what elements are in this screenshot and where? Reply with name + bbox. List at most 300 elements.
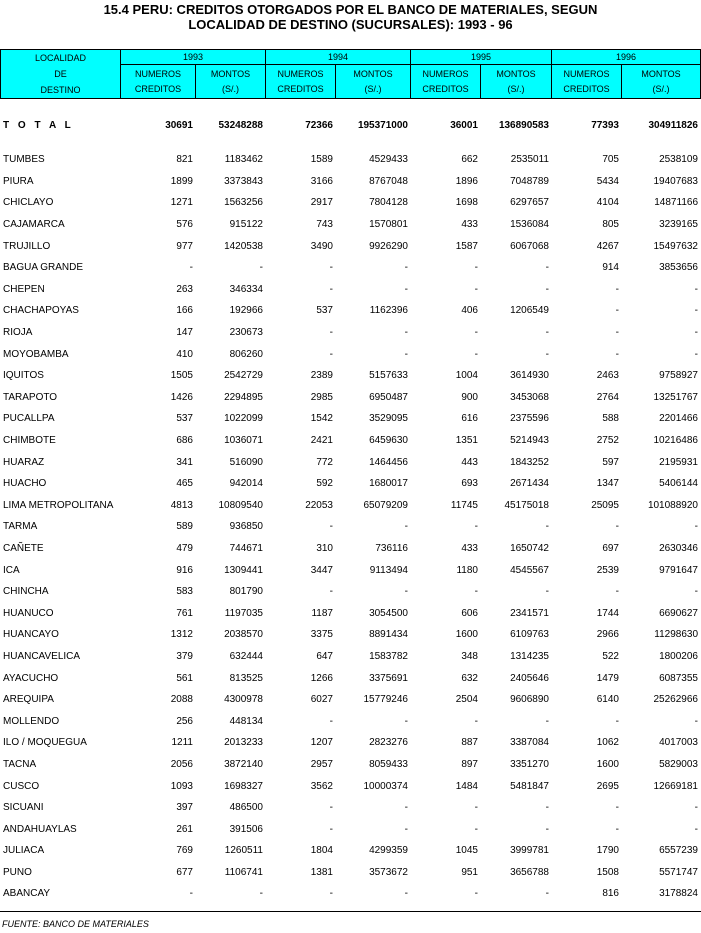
table-cell: 2538109: [659, 154, 698, 166]
table-cell: 341: [176, 456, 193, 468]
table-cell: -: [404, 715, 408, 727]
table-cell: 516090: [229, 456, 263, 468]
table-cell: 1206549: [510, 305, 549, 317]
table-cell: 410: [176, 348, 193, 360]
table-cell: -: [404, 802, 408, 814]
table-cell: 1744: [596, 607, 619, 619]
table-cell: 813525: [229, 672, 263, 684]
table-cell: -: [329, 348, 333, 360]
table-cell: 2917: [310, 197, 333, 209]
table-cell: 632: [461, 672, 478, 684]
table-cell: 9926290: [369, 240, 408, 252]
table-cell: 65079209: [363, 499, 408, 511]
table-cell: -: [474, 823, 478, 835]
table-cell: 2405646: [510, 672, 549, 684]
total-value: 53248288: [218, 119, 263, 131]
table-cell: 743: [316, 219, 333, 231]
header-montos-line-1: MONTOS: [641, 68, 681, 79]
table-cell: 348: [461, 650, 478, 662]
table-cell: -: [615, 305, 619, 317]
table-cell: 744671: [229, 542, 263, 554]
table-cell: 697: [602, 542, 619, 554]
locality-name: AYACUCHO: [3, 672, 59, 684]
table-row: [0, 192, 700, 214]
table-cell: 379: [176, 650, 193, 662]
table-cell: 1271: [170, 197, 193, 209]
locality-name: HUANCAVELICA: [3, 650, 81, 662]
table-cell: 1004: [455, 370, 478, 382]
table-cell: 15779246: [363, 694, 408, 706]
table-row: [0, 602, 700, 624]
title-line-2: LOCALIDAD DE DESTINO (SUCURSALES): 1993 - 96: [188, 17, 513, 32]
table-cell: 914: [602, 262, 619, 274]
table-cell: -: [259, 888, 263, 900]
table-cell: -: [404, 586, 408, 598]
table-cell: 1587: [455, 240, 478, 252]
table-cell: 616: [461, 413, 478, 425]
table-cell: 9113494: [369, 564, 408, 576]
table-row: [0, 408, 700, 430]
table-cell: 1183462: [224, 154, 263, 166]
table-cell: 2671434: [510, 478, 549, 490]
table-cell: 1187: [311, 607, 333, 619]
table-cell: 3178824: [659, 888, 698, 900]
table-row: [0, 667, 700, 689]
table-cell: 686: [176, 435, 193, 447]
table-cell: 2201466: [659, 413, 698, 425]
locality-name: ANDAHUAYLAS: [3, 823, 77, 835]
locality-name: TARAPOTO: [3, 391, 58, 403]
table-cell: 448134: [229, 715, 263, 727]
table-cell: 6557239: [659, 845, 698, 857]
table-cell: 406: [461, 305, 478, 317]
header-loc-line-2: DE: [54, 69, 67, 79]
table-cell: 1536084: [510, 219, 549, 231]
table-cell: 537: [176, 413, 193, 425]
table-cell: 1022099: [224, 413, 263, 425]
table-row: [0, 689, 700, 711]
table-row: [0, 538, 700, 560]
table-cell: 166: [176, 305, 193, 317]
locality-name: CHEPEN: [3, 283, 45, 295]
locality-name: ICA: [3, 564, 20, 576]
table-row: [0, 300, 700, 322]
table-row: [0, 257, 700, 279]
total-row: [0, 115, 700, 135]
table-cell: -: [615, 327, 619, 339]
table-cell: 9606890: [510, 694, 549, 706]
locality-name: LIMA METROPOLITANA: [3, 499, 114, 511]
table-cell: 1260511: [224, 845, 263, 857]
table-cell: -: [329, 715, 333, 727]
table-cell: 7048789: [510, 175, 549, 187]
table-row: [0, 279, 700, 301]
table-cell: 900: [461, 391, 478, 403]
table-row: [0, 818, 700, 840]
total-value: 30691: [165, 119, 193, 131]
table-cell: 1036071: [224, 435, 263, 447]
table-cell: 6459630: [369, 435, 408, 447]
table-cell: 736116: [375, 542, 408, 554]
table-cell: 1464456: [369, 456, 408, 468]
table-cell: -: [694, 823, 698, 835]
table-cell: 2088: [170, 694, 193, 706]
table-cell: 1062: [596, 737, 619, 749]
table-cell: -: [545, 521, 549, 533]
table-cell: -: [474, 586, 478, 598]
table-cell: 2542729: [224, 370, 263, 382]
table-cell: 397: [176, 802, 193, 814]
table-cell: 3054500: [369, 607, 408, 619]
table-cell: 1899: [170, 175, 193, 187]
header-numeros-line-1: NUMEROS: [134, 68, 181, 79]
table-cell: -: [404, 888, 408, 900]
table-row: [0, 775, 700, 797]
table-cell: 3453068: [510, 391, 549, 403]
total-value: 36001: [450, 119, 478, 131]
table-cell: 22053: [305, 499, 333, 511]
table-cell: 1804: [310, 845, 333, 857]
header-loc-line-3: DESTINO: [40, 85, 81, 95]
table-cell: 1698327: [224, 780, 263, 792]
table-cell: -: [329, 262, 333, 274]
header-montos-line-2: (S/.): [507, 83, 525, 94]
header-numeros-creditos: [552, 65, 622, 99]
header-numeros-line-2: CREDITOS: [422, 83, 469, 94]
table-cell: -: [404, 283, 408, 295]
locality-name: HUACHO: [3, 478, 47, 490]
locality-name: CHICLAYO: [3, 197, 54, 209]
data-table: [0, 115, 700, 905]
table-cell: -: [474, 521, 478, 533]
table-cell: -: [694, 327, 698, 339]
total-value: 72366: [305, 119, 333, 131]
table-cell: 3166: [310, 175, 333, 187]
table-cell: 1347: [596, 478, 619, 490]
table-cell: 915122: [229, 219, 263, 231]
table-cell: 346334: [229, 283, 263, 295]
table-cell: 15497632: [653, 240, 698, 252]
table-cell: 5434: [596, 175, 619, 187]
locality-name: SICUANI: [3, 802, 44, 814]
table-cell: 230673: [229, 327, 263, 339]
table-cell: -: [329, 586, 333, 598]
table-cell: 25262966: [653, 694, 698, 706]
header-loc-line-1: LOCALIDAD: [34, 53, 87, 63]
table-cell: 3239165: [659, 219, 698, 231]
table-cell: 486500: [229, 802, 263, 814]
table-cell: 1351: [455, 435, 478, 447]
table-cell: 4017003: [659, 737, 698, 749]
table-cell: 2985: [310, 391, 333, 403]
total-value: 77393: [591, 119, 619, 131]
table-cell: 1420538: [224, 240, 263, 252]
header-montos-line-1: MONTOS: [353, 68, 393, 79]
table-cell: 1106741: [224, 866, 263, 878]
table-cell: 1162396: [369, 305, 408, 317]
table-cell: 1045: [455, 845, 478, 857]
table-row: [0, 473, 700, 495]
table-cell: -: [545, 823, 549, 835]
header-montos-line-2: (S/.): [364, 83, 382, 94]
table-row: [0, 451, 700, 473]
table-row: [0, 732, 700, 754]
table-cell: 951: [461, 866, 478, 878]
locality-name: TUMBES: [3, 154, 45, 166]
table-cell: -: [474, 262, 478, 274]
table-cell: -: [615, 348, 619, 360]
table-cell: -: [404, 521, 408, 533]
locality-name: PUNO: [3, 866, 32, 878]
total-label: T O T A L: [3, 119, 74, 131]
table-cell: 2421: [310, 435, 333, 447]
table-row: [0, 754, 700, 776]
table-cell: 1211: [171, 737, 193, 749]
table-cell: -: [615, 823, 619, 835]
table-cell: 5481847: [510, 780, 549, 792]
table-cell: 3387084: [510, 737, 549, 749]
header-year-1994: 1994: [266, 50, 411, 65]
table-cell: -: [474, 348, 478, 360]
locality-name: HUANCAYO: [3, 629, 59, 641]
table-cell: 1426: [170, 391, 193, 403]
locality-name: TARMA: [3, 521, 38, 533]
table-cell: 2341571: [510, 607, 549, 619]
table-cell: 647: [316, 650, 333, 662]
locality-name: CAJAMARCA: [3, 219, 65, 231]
source-note: FUENTE: BANCO DE MATERIALES: [2, 919, 149, 929]
locality-name: CUSCO: [3, 780, 40, 792]
table-cell: 1505: [170, 370, 193, 382]
table-cell: 391506: [229, 823, 263, 835]
table-cell: 1680017: [369, 478, 408, 490]
table-cell: 261: [176, 823, 193, 835]
header-numeros-line-1: NUMEROS: [277, 68, 324, 79]
table-cell: 3573672: [369, 866, 408, 878]
table-cell: 2013233: [224, 737, 263, 749]
table-cell: 576: [176, 219, 193, 231]
header-year-1993: 1993: [121, 50, 266, 65]
table-cell: 433: [461, 219, 478, 231]
locality-name: AREQUIPA: [3, 694, 54, 706]
column-header: [0, 49, 701, 99]
table-row: [0, 646, 700, 668]
table-cell: 3490: [310, 240, 333, 252]
table-cell: 662: [461, 154, 478, 166]
table-cell: 1266: [310, 672, 333, 684]
table-cell: 805: [602, 219, 619, 231]
table-cell: 310: [316, 542, 333, 554]
table-cell: 1309441: [224, 564, 263, 576]
table-cell: -: [615, 586, 619, 598]
header-numeros-creditos: [411, 65, 481, 99]
table-cell: 10809540: [218, 499, 263, 511]
table-cell: 25095: [591, 499, 619, 511]
table-cell: -: [615, 521, 619, 533]
table-cell: -: [545, 327, 549, 339]
table-cell: -: [694, 715, 698, 727]
table-cell: -: [404, 327, 408, 339]
header-montos-line-1: MONTOS: [210, 68, 251, 79]
table-cell: 1800206: [659, 650, 698, 662]
table-cell: -: [615, 715, 619, 727]
locality-name: IQUITOS: [3, 370, 44, 382]
table-cell: 12669181: [653, 780, 698, 792]
table-cell: 6950487: [369, 391, 408, 403]
table-cell: 677: [176, 866, 193, 878]
table-row: [0, 840, 700, 862]
table-row: [0, 365, 700, 387]
table-cell: 7804128: [369, 197, 408, 209]
table-cell: 2695: [596, 780, 619, 792]
table-cell: -: [329, 888, 333, 900]
header-year-1995: 1995: [411, 50, 552, 65]
table-cell: 887: [461, 737, 478, 749]
table-cell: 192966: [229, 305, 263, 317]
table-cell: 1843252: [510, 456, 549, 468]
table-cell: -: [694, 305, 698, 317]
table-cell: 589: [176, 521, 193, 533]
table-cell: 101088920: [647, 499, 698, 511]
table-cell: 2764: [596, 391, 619, 403]
table-cell: 2957: [310, 758, 333, 770]
locality-name: HUARAZ: [3, 456, 45, 468]
table-row: [0, 559, 700, 581]
table-cell: 14871166: [654, 197, 698, 209]
table-row: [0, 495, 700, 517]
table-cell: 693: [461, 478, 478, 490]
locality-name: PUCALLPA: [3, 413, 55, 425]
table-cell: 2630346: [659, 542, 698, 554]
table-cell: 1508: [596, 866, 619, 878]
table-row: [0, 343, 700, 365]
table-cell: -: [259, 262, 263, 274]
table-cell: 13251767: [653, 391, 698, 403]
table-cell: 897: [461, 758, 478, 770]
table-cell: 761: [176, 607, 193, 619]
table-cell: -: [329, 823, 333, 835]
header-numeros-creditos: [266, 65, 336, 99]
table-cell: 806260: [229, 348, 263, 360]
locality-name: JULIACA: [3, 845, 45, 857]
table-cell: 916: [176, 564, 193, 576]
table-cell: -: [329, 327, 333, 339]
header-numeros-line-2: CREDITOS: [563, 83, 610, 94]
header-numeros-line-2: CREDITOS: [277, 83, 324, 94]
total-value: 195371000: [357, 119, 408, 131]
table-cell: -: [694, 348, 698, 360]
table-cell: 3375: [310, 629, 333, 641]
table-row: [0, 149, 700, 171]
table-cell: -: [545, 262, 549, 274]
table-cell: 5829003: [659, 758, 698, 770]
header-numeros-line-1: NUMEROS: [422, 68, 469, 79]
header-numeros-line-1: NUMEROS: [563, 68, 610, 79]
header-numeros-creditos: [121, 65, 196, 99]
table-cell: 1570801: [369, 219, 408, 231]
locality-name: BAGUA GRANDE: [3, 262, 84, 274]
table-cell: 4267: [596, 240, 619, 252]
table-cell: 2752: [596, 435, 619, 447]
table-cell: 1479: [596, 672, 619, 684]
table-cell: 1312: [170, 629, 193, 641]
table-cell: 465: [176, 478, 193, 490]
header-numeros-line-2: CREDITOS: [134, 83, 182, 94]
table-cell: 1093: [170, 780, 193, 792]
locality-name: ABANCAY: [3, 888, 51, 900]
table-cell: -: [329, 802, 333, 814]
table-cell: 1197035: [224, 607, 263, 619]
table-cell: 561: [176, 672, 193, 684]
table-cell: 3447: [310, 564, 333, 576]
table-cell: 816: [602, 888, 619, 900]
table-cell: 606: [461, 607, 478, 619]
table-cell: 6109763: [510, 629, 549, 641]
table-cell: 1650742: [510, 542, 549, 554]
table-cell: -: [474, 888, 478, 900]
table-row: [0, 387, 700, 409]
table-cell: 3373843: [224, 175, 263, 187]
table-cell: 522: [602, 650, 619, 662]
header-montos-line-2: (S/.): [652, 83, 670, 94]
table-row: [0, 883, 700, 905]
table-cell: -: [474, 283, 478, 295]
locality-name: HUANUCO: [3, 607, 54, 619]
table-cell: 5571747: [659, 866, 698, 878]
footer-divider: [0, 911, 701, 912]
table-cell: 3375691: [369, 672, 408, 684]
table-cell: 705: [602, 154, 619, 166]
total-value: 304911826: [648, 119, 698, 131]
table-cell: 4529433: [369, 154, 408, 166]
table-cell: -: [474, 802, 478, 814]
table-cell: 588: [602, 413, 619, 425]
table-cell: 9791647: [659, 564, 698, 576]
table-cell: 5406144: [659, 478, 698, 490]
table-row: [0, 430, 700, 452]
table-cell: 592: [316, 478, 333, 490]
table-cell: -: [189, 888, 193, 900]
table-cell: 1180: [456, 564, 478, 576]
table-cell: 256: [176, 715, 193, 727]
table-cell: 2294895: [224, 391, 263, 403]
table-cell: 4813: [170, 499, 193, 511]
table-cell: 10000374: [363, 780, 408, 792]
table-cell: 6067068: [510, 240, 549, 252]
table-cell: -: [474, 715, 478, 727]
table-cell: 9758927: [659, 370, 698, 382]
table-row: [0, 171, 700, 193]
table-cell: 772: [316, 456, 333, 468]
table-cell: 3529095: [369, 413, 408, 425]
spacer-row: [0, 135, 700, 149]
table-cell: 2966: [596, 629, 619, 641]
table-cell: 8059433: [369, 758, 408, 770]
table-cell: 433: [461, 542, 478, 554]
table-cell: -: [615, 802, 619, 814]
table-cell: 6297657: [510, 197, 549, 209]
table-cell: -: [694, 283, 698, 295]
table-cell: -: [474, 327, 478, 339]
table-cell: -: [694, 586, 698, 598]
locality-name: MOLLENDO: [3, 715, 60, 727]
table-cell: 19407683: [653, 175, 698, 187]
table-cell: 6027: [310, 694, 333, 706]
table-cell: 2389: [310, 370, 333, 382]
table-row: [0, 797, 700, 819]
table-cell: 6087355: [659, 672, 698, 684]
table-cell: 1583782: [369, 650, 408, 662]
